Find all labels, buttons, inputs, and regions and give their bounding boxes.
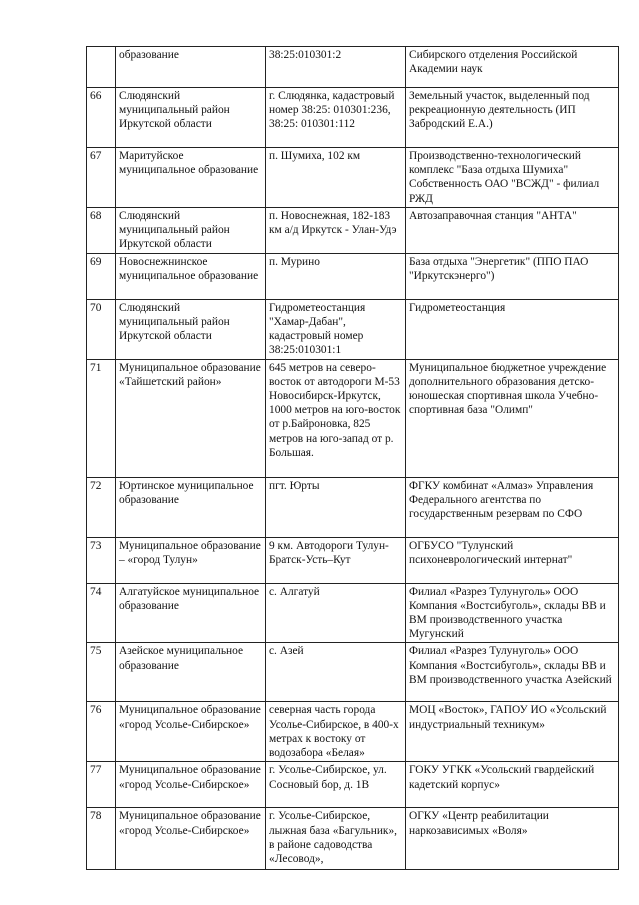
location-cell: п. Мурино — [266, 253, 406, 299]
table-row — [87, 477, 619, 537]
municipality-cell: Муниципальное образование «город Усолье-Сибирское» — [116, 702, 266, 762]
table-row — [87, 359, 619, 477]
location-cell: г. Слюдянка, кадастровый номер 38:25: 010301:236, 38:25: 010301:112 — [266, 88, 406, 148]
object-cell: ФГКУ комбинат «Алмаз» Управления Федерального агентства по государственным резервам по СФО — [406, 477, 619, 537]
location-cell: с. Азей — [266, 643, 406, 702]
municipality-cell: Муниципальное образование «город Усолье-Сибирское» — [116, 762, 266, 808]
table-row — [87, 762, 619, 808]
municipality-cell: Алгатуйское муниципальное образование — [116, 583, 266, 643]
municipality-cell: образование — [116, 47, 266, 88]
row-number: 70 — [87, 299, 116, 359]
municipality-cell: Юртинское муниципальное образование — [116, 477, 266, 537]
municipality-cell: Слюдянский муниципальный район Иркутской области — [116, 299, 266, 359]
object-cell: База отдыха "Энергетик" (ППО ПАО "Иркутскэнерго") — [406, 253, 619, 299]
location-cell: пгт. Юрты — [266, 477, 406, 537]
row-number: 69 — [87, 253, 116, 299]
object-cell: Сибирского отделения Российской Академии наук — [406, 47, 619, 88]
row-number: 77 — [87, 762, 116, 808]
row-number: 74 — [87, 583, 116, 643]
object-cell: Гидрометеостанция — [406, 299, 619, 359]
location-cell: с. Алгатуй — [266, 583, 406, 643]
object-cell: Муниципальное бюджетное учреждение дополнительного образования детско-юношеская спортивная школа Учебно-спортивная база "Олимп" — [406, 359, 619, 477]
location-cell: Гидрометеостанция "Хамар-Дабан", кадастровый номер 38:25:010301:1 — [266, 299, 406, 359]
table-row — [87, 253, 619, 299]
municipality-cell: Муниципальное образование – «город Тулун» — [116, 537, 266, 583]
municipality-cell: Азейское муниципальное образование — [116, 643, 266, 702]
object-cell: Филиал «Разрез Тулунуголь» ООО Компания «Востсибуголь», склады ВВ и ВМ производственного участка Азейский — [406, 643, 619, 702]
table-row — [87, 47, 619, 88]
municipality-cell: Маритуйское муниципальное образование — [116, 148, 266, 208]
row-number: 75 — [87, 643, 116, 702]
object-cell: МОЦ «Восток», ГАПОУ ИО «Усольский индустриальный техникум» — [406, 702, 619, 762]
table-row — [87, 643, 619, 702]
location-cell: п. Новоснежная, 182-183 км а/д Иркутск - Улан-Удэ — [266, 208, 406, 254]
row-number: 67 — [87, 148, 116, 208]
table-row — [87, 537, 619, 583]
location-cell: г. Усолье-Сибирское, лыжная база «Багульник», в районе садоводства «Лесовод», — [266, 808, 406, 870]
municipality-cell: Муниципальное образование «Тайшетский район» — [116, 359, 266, 477]
table-row — [87, 808, 619, 870]
location-cell: г. Усолье-Сибирское, ул. Сосновый бор, д. 1В — [266, 762, 406, 808]
location-cell: п. Шумиха, 102 км — [266, 148, 406, 208]
location-cell: северная часть города Усолье-Сибирское, в 400-х метрах к востоку от водозабора «Белая» — [266, 702, 406, 762]
row-number: 76 — [87, 702, 116, 762]
location-cell: 9 км. Автодороги Тулун-Братск-Усть–Кут — [266, 537, 406, 583]
row-number — [87, 47, 116, 88]
municipality-cell: Слюдянский муниципальный район Иркутской области — [116, 88, 266, 148]
table-row — [87, 148, 619, 208]
row-number: 71 — [87, 359, 116, 477]
row-number: 72 — [87, 477, 116, 537]
table-row — [87, 88, 619, 148]
object-cell: Филиал «Разрез Тулунуголь» ООО Компания «Востсибуголь», склады ВВ и ВМ производственного участка Мугунский — [406, 583, 619, 643]
object-cell: ОГБУСО "Тулунский психоневрологический интернат" — [406, 537, 619, 583]
objects-table — [86, 46, 619, 870]
object-cell: ОГКУ «Центр реабилитации наркозависимых «Воля» — [406, 808, 619, 870]
table-row — [87, 583, 619, 643]
object-cell: Автозаправочная станция "АНТА" — [406, 208, 619, 254]
row-number: 78 — [87, 808, 116, 870]
municipality-cell: Муниципальное образование «город Усолье-Сибирское» — [116, 808, 266, 870]
row-number: 73 — [87, 537, 116, 583]
location-cell: 645 метров на северо-восток от автодороги М-53 Новосибирск-Иркутск, 1000 метров на юго-восток от р.Байроновка, 825 метров на юго-запад от р. Большая. — [266, 359, 406, 477]
row-number: 66 — [87, 88, 116, 148]
row-number: 68 — [87, 208, 116, 254]
table-row — [87, 208, 619, 254]
object-cell: ГОКУ УГКК «Усольский гвардейский кадетский корпус» — [406, 762, 619, 808]
location-cell: 38:25:010301:2 — [266, 47, 406, 88]
table-row — [87, 299, 619, 359]
table-row — [87, 702, 619, 762]
municipality-cell: Слюдянский муниципальный район Иркутской области — [116, 208, 266, 254]
object-cell: Земельный участок, выделенный под рекреационную деятельность (ИП Забродский Е.А.) — [406, 88, 619, 148]
object-cell: Производственно-технологический комплекс "База отдыха Шумиха" Собственность ОАО "ВСЖД" - филиал РЖД — [406, 148, 619, 208]
municipality-cell: Новоснежнинское муниципальное образование — [116, 253, 266, 299]
